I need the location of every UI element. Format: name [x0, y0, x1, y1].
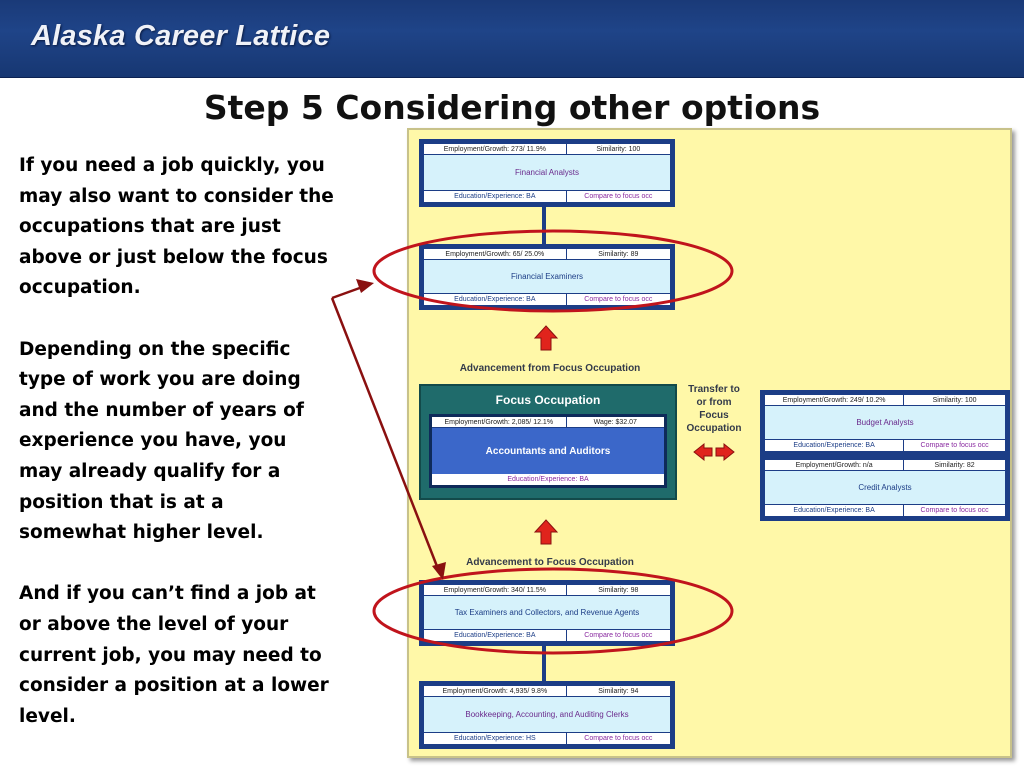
- pointer-arrow-icon: [332, 285, 440, 574]
- wage: Wage: $32.07: [593, 419, 637, 426]
- compare-link[interactable]: Compare to focus occ: [920, 507, 989, 514]
- compare-link[interactable]: Compare to focus occ: [584, 296, 653, 303]
- employment-growth: Employment/Growth: n/a: [765, 460, 904, 470]
- employment-growth: Employment/Growth: 65/ 25.0%: [424, 249, 567, 259]
- occupation-name[interactable]: Financial Examiners: [424, 260, 670, 294]
- education-experience: Education/Experience: BA: [507, 476, 589, 483]
- employment-growth: Employment/Growth: 2,085/ 12.1%: [432, 417, 567, 427]
- occupation-name[interactable]: Financial Analysts: [424, 155, 670, 191]
- occupation-name[interactable]: Tax Examiners and Collectors, and Revenue Agents: [424, 596, 670, 630]
- occupation-name[interactable]: Bookkeeping, Accounting, and Auditing Clerks: [424, 697, 670, 733]
- education-experience: Education/Experience: HS: [424, 733, 567, 744]
- compare-link[interactable]: Compare to focus occ: [584, 193, 653, 200]
- focus-occupation-header: Focus Occupation: [495, 393, 601, 407]
- employment-growth: Employment/Growth: 273/ 11.9%: [424, 144, 567, 154]
- education-experience: Education/Experience: BA: [765, 440, 904, 451]
- education-experience: Education/Experience: BA: [424, 630, 567, 641]
- highlight-ellipse: [374, 231, 732, 311]
- occupation-name[interactable]: Credit Analysts: [765, 471, 1005, 505]
- transfer-label: Transfer to or from Focus Occupation: [686, 384, 742, 434]
- up-arrow-icon: [535, 520, 557, 544]
- similarity: Similarity: 100: [932, 397, 977, 404]
- arrowhead-icon: [356, 279, 374, 293]
- similarity: Similarity: 94: [598, 688, 639, 695]
- up-arrow-icon: [535, 326, 557, 350]
- advancement-to-label: Advancement to Focus Occupation: [466, 557, 634, 568]
- compare-link[interactable]: Compare to focus occ: [920, 442, 989, 449]
- education-experience: Education/Experience: BA: [765, 505, 904, 516]
- similarity: Similarity: 100: [596, 146, 641, 153]
- paragraph-lower-level: And if you can’t find a job at or above the level of your current job, you may need to consider a position at a lower level.: [19, 583, 329, 727]
- compare-link[interactable]: Compare to focus occ: [584, 632, 653, 639]
- education-experience: Education/Experience: BA: [424, 191, 567, 202]
- similarity: Similarity: 82: [934, 462, 975, 469]
- paragraph-higher-level: Depending on the specific type of work you are doing and the number of years of experience you have, you may already qualify for a position that is at a somewhat higher level.: [19, 338, 304, 544]
- employment-growth: Employment/Growth: 340/ 11.5%: [424, 585, 567, 595]
- slide-title: Step 5 Considering other options: [203, 88, 821, 127]
- app-title: Alaska Career Lattice: [31, 20, 331, 52]
- left-right-arrow-icon: [694, 444, 734, 460]
- advancement-from-label: Advancement from Focus Occupation: [459, 363, 641, 374]
- occupation-name[interactable]: Budget Analysts: [765, 406, 1005, 440]
- paragraph-need-job-quickly: If you need a job quickly, you may also want to consider the occupations that are just above or just below the focus occupation.: [19, 155, 334, 299]
- education-experience: Education/Experience: BA: [424, 294, 567, 305]
- employment-growth: Employment/Growth: 249/ 10.2%: [765, 395, 904, 405]
- employment-growth: Employment/Growth: 4,935/ 9.8%: [424, 686, 567, 696]
- focus-occupation-name[interactable]: Accountants and Auditors: [432, 428, 664, 474]
- similarity: Similarity: 98: [598, 587, 639, 594]
- highlight-ellipse: [374, 569, 732, 653]
- compare-link[interactable]: Compare to focus occ: [584, 735, 653, 742]
- similarity: Similarity: 89: [598, 251, 639, 258]
